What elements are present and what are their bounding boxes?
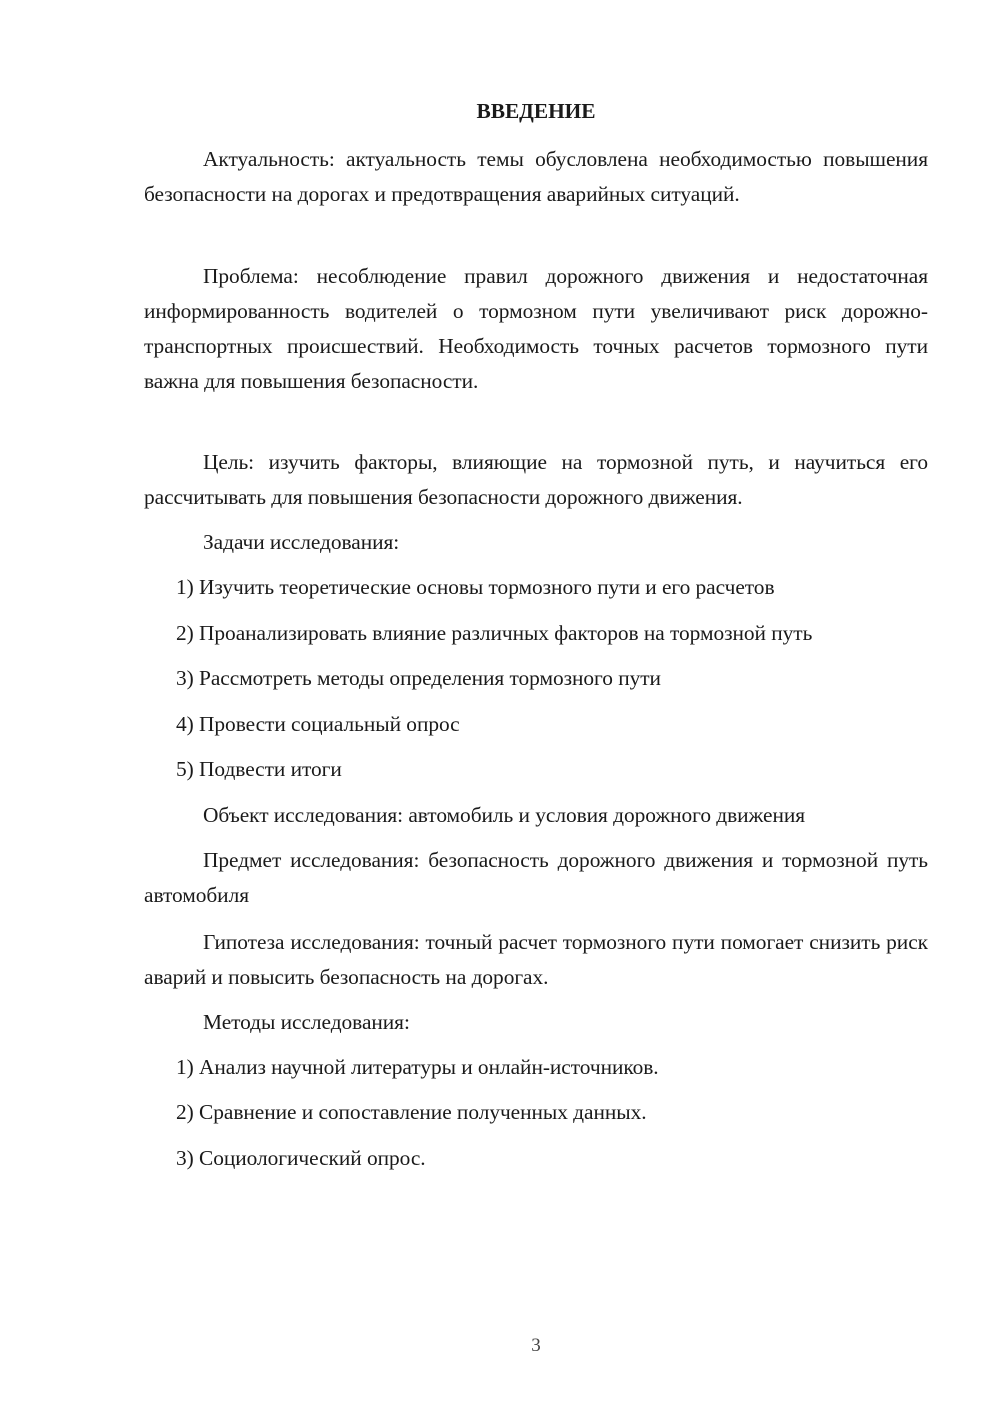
subject-paragraph: Предмет исследования: безопасность дорожного движения и тормозной путь автомобиля [144, 848, 928, 907]
method-item-3: 3) Социологический опрос. [176, 1146, 426, 1170]
method-item-1: 1) Анализ научной литературы и онлайн-источников. [176, 1055, 659, 1079]
task-item-5: 5) Подвести итоги [176, 757, 342, 781]
task-item-4: 4) Провести социальный опрос [176, 712, 460, 736]
task-item-2: 2) Проанализировать влияние различных факторов на тормозной путь [176, 621, 813, 645]
problem-paragraph: Проблема: несоблюдение правил дорожного движения и недостаточная информированность водителей о тормозном пути увеличивают риск дорожно-транспортных происшествий. Необходимость точных расчетов тормозного пути важна для повышения безопасности. [144, 264, 928, 393]
task-item-1: 1) Изучить теоретические основы тормозного пути и его расчетов [176, 575, 775, 599]
hypothesis-paragraph: Гипотеза исследования: точный расчет тормозного пути помогает снизить риск аварий и повысить безопасность на дорогах. [144, 930, 928, 989]
goal-paragraph: Цель: изучить факторы, влияющие на тормозной путь, и научиться его рассчитывать для повышения безопасности дорожного движения. [144, 450, 928, 509]
page-number: 3 [531, 1335, 541, 1356]
tasks-intro: Задачи исследования: [203, 530, 400, 554]
methods-intro: Методы исследования: [203, 1010, 410, 1034]
method-item-2: 2) Сравнение и сопоставление полученных данных. [176, 1100, 647, 1124]
relevance-paragraph: Актуальность: актуальность темы обусловлена необходимостью повышения безопасности на дорогах и предотвращения аварийных ситуаций. [144, 147, 928, 206]
object-paragraph: Объект исследования: автомобиль и условия дорожного движения [203, 803, 806, 827]
task-item-3: 3) Рассмотреть методы определения тормозного пути [176, 666, 661, 690]
section-heading: ВВЕДЕНИЕ [476, 99, 596, 123]
